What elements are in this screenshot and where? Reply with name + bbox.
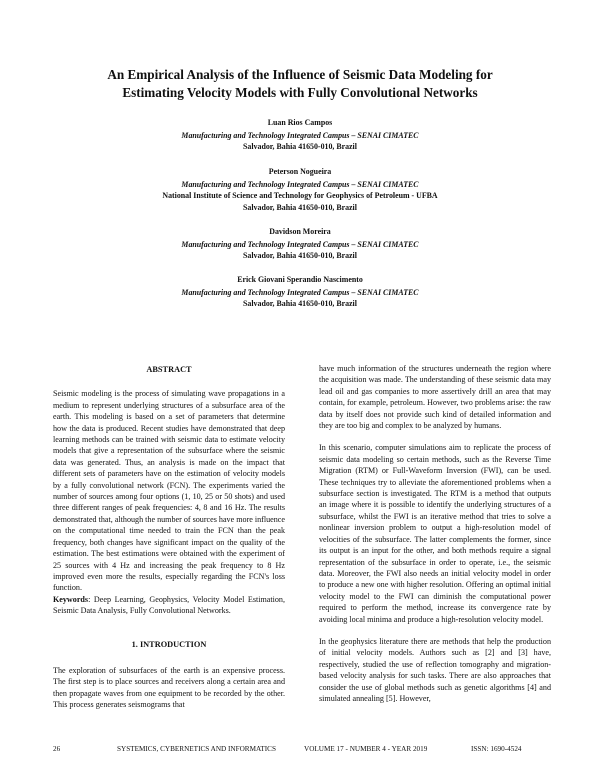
page-footer xyxy=(40,743,560,755)
title-line-2: Estimating Velocity Models with Fully Convolutional Networks xyxy=(122,85,478,100)
author-block xyxy=(40,274,560,310)
author-block xyxy=(40,166,560,213)
author-affiliation: Manufacturing and Technology Integrated Campus – SENAI CIMATEC xyxy=(181,288,419,298)
journal-name: SYSTEMICS, CYBERNETICS AND INFORMATICS xyxy=(117,745,276,753)
right-column xyxy=(319,363,551,704)
author-name: Peterson Nogueira xyxy=(268,167,332,176)
author-name: Davidson Moreira xyxy=(269,227,331,236)
author-block xyxy=(40,226,560,262)
author-affiliation: National Institute of Science and Technology for Geophysics of Petroleum - UFBA xyxy=(162,191,438,201)
introduction-paragraph: In this scenario, computer simulations aim to replicate the process of seismic data modeling so certain methods, such as the Reverse Time Migration (RTM) or Full-Waveform Inversion (FWI), can be used. These techniques try to alleviate the aforementioned problems when a subsurface section is investigated. The RTM is a method that outputs an image where it is possible to identify the underlying structures of a subsurface, whilst the FWI is an iterative method that tries to solve a nonlinear inversion problem to output a high-resolution model of velocities of the subsurface. The latter complements the former, since its output is an input for the other, and both methods require a signal representation of the subsurface in order to operate, i.e., the seismic data. Moreover, the FWI also needs an initial velocity model in order to produce a new one with higher resolution. Offering an optimal initial velocity model to the FWI can diminish the computational power required to perform the method, increase its convergence rate by avoiding local minima and produce a high-resolution velocity model. xyxy=(319,443,551,624)
left-column xyxy=(53,364,285,711)
issn: ISSN: 1690-4524 xyxy=(471,745,522,753)
abstract-heading: ABSTRACT xyxy=(146,365,192,374)
keywords-text: : Deep Learning, Geophysics, Velocity Model Estimation, Seismic Data Analysis, Fully Convolutional Networks. xyxy=(53,594,285,616)
introduction-paragraph: have much information of the structures underneath the region where the acquisition was made. The understanding of these seismic data may lead oil and gas companies to more assertively drill an area that may contain, for example, petroleum. However, two problems arise: the raw data by itself does not provide such kind of detailed information and they are too big and complex to be analyzed by humans. xyxy=(319,364,551,431)
abstract-text: Seismic modeling is the process of simulating wave propagations in a medium to represent underlying structures of a subsurface area of the earth. This modeling is based on a set of parameters that determine how the data is produced. Recent studies have demonstrated that deep learning methods can be trained with seismic data to estimate velocity models that give a representation of the subsurface where the seismic data was generated. Thus, an analysis is made on the impact that different sets of parameters have on the estimation of velocity models by a fully convolutional network (FCN). The experiments varied the number of sources among four options (1, 10, 25 or 50 shots) and used three different ranges of peak frequencies: 4, 8 and 16 Hz. The results demonstrated that, although the number of sources have more influence on the computational time needed to train the FCN than the peak frequency, both changes have significant impact on the quality of the estimation. The best estimations were obtained with the experiment of 25 sources with 4 Hz and increasing the peak frequency to 8 Hz improved even more the results, especially regarding the FCN's loss function. xyxy=(53,389,285,593)
introduction-heading: 1. INTRODUCTION xyxy=(131,639,207,649)
volume-info: VOLUME 17 - NUMBER 4 - YEAR 2019 xyxy=(304,745,428,753)
page-number: 26 xyxy=(53,745,61,753)
introduction-paragraph: In the geophysics literature there are methods that help the production of initial velocity models. Authors such as [2] and [3] have, respectively, studied the use of reflection tomography and migration-based velocity analysis for such tasks. There are also approaches that consider the use of global methods such as genetic algorithms [4] and simulated annealing [5]. However, xyxy=(319,636,551,703)
author-name: Erick Giovani Sperandio Nascimento xyxy=(237,275,363,284)
title-line-1: An Empirical Analysis of the Influence of Seismic Data Modeling for xyxy=(107,67,493,82)
author-affiliation: Manufacturing and Technology Integrated Campus – SENAI CIMATEC xyxy=(181,131,419,141)
keywords-label: Keywords xyxy=(53,594,89,604)
author-affiliation: Manufacturing and Technology Integrated Campus – SENAI CIMATEC xyxy=(181,240,419,250)
author-address: Salvador, Bahia 41650-010, Brazil xyxy=(243,202,357,212)
author-affiliation: Manufacturing and Technology Integrated Campus – SENAI CIMATEC xyxy=(181,180,419,190)
author-name: Luan Rios Campos xyxy=(267,118,333,127)
paper-title xyxy=(70,66,530,102)
author-address: Salvador, Bahia 41650-010, Brazil xyxy=(243,251,357,261)
keywords xyxy=(53,594,285,617)
author-address: Salvador, Bahia 41650-010, Brazil xyxy=(243,299,357,309)
introduction-paragraph: The exploration of subsurfaces of the earth is an expensive process. The first step is to place sources and receivers along a certain area and then propagate waves from one equipment to be recorded by the other. This process generates seismograms that xyxy=(53,665,285,710)
author-address: Salvador, Bahia 41650-010, Brazil xyxy=(243,142,357,152)
author-block xyxy=(40,117,560,153)
